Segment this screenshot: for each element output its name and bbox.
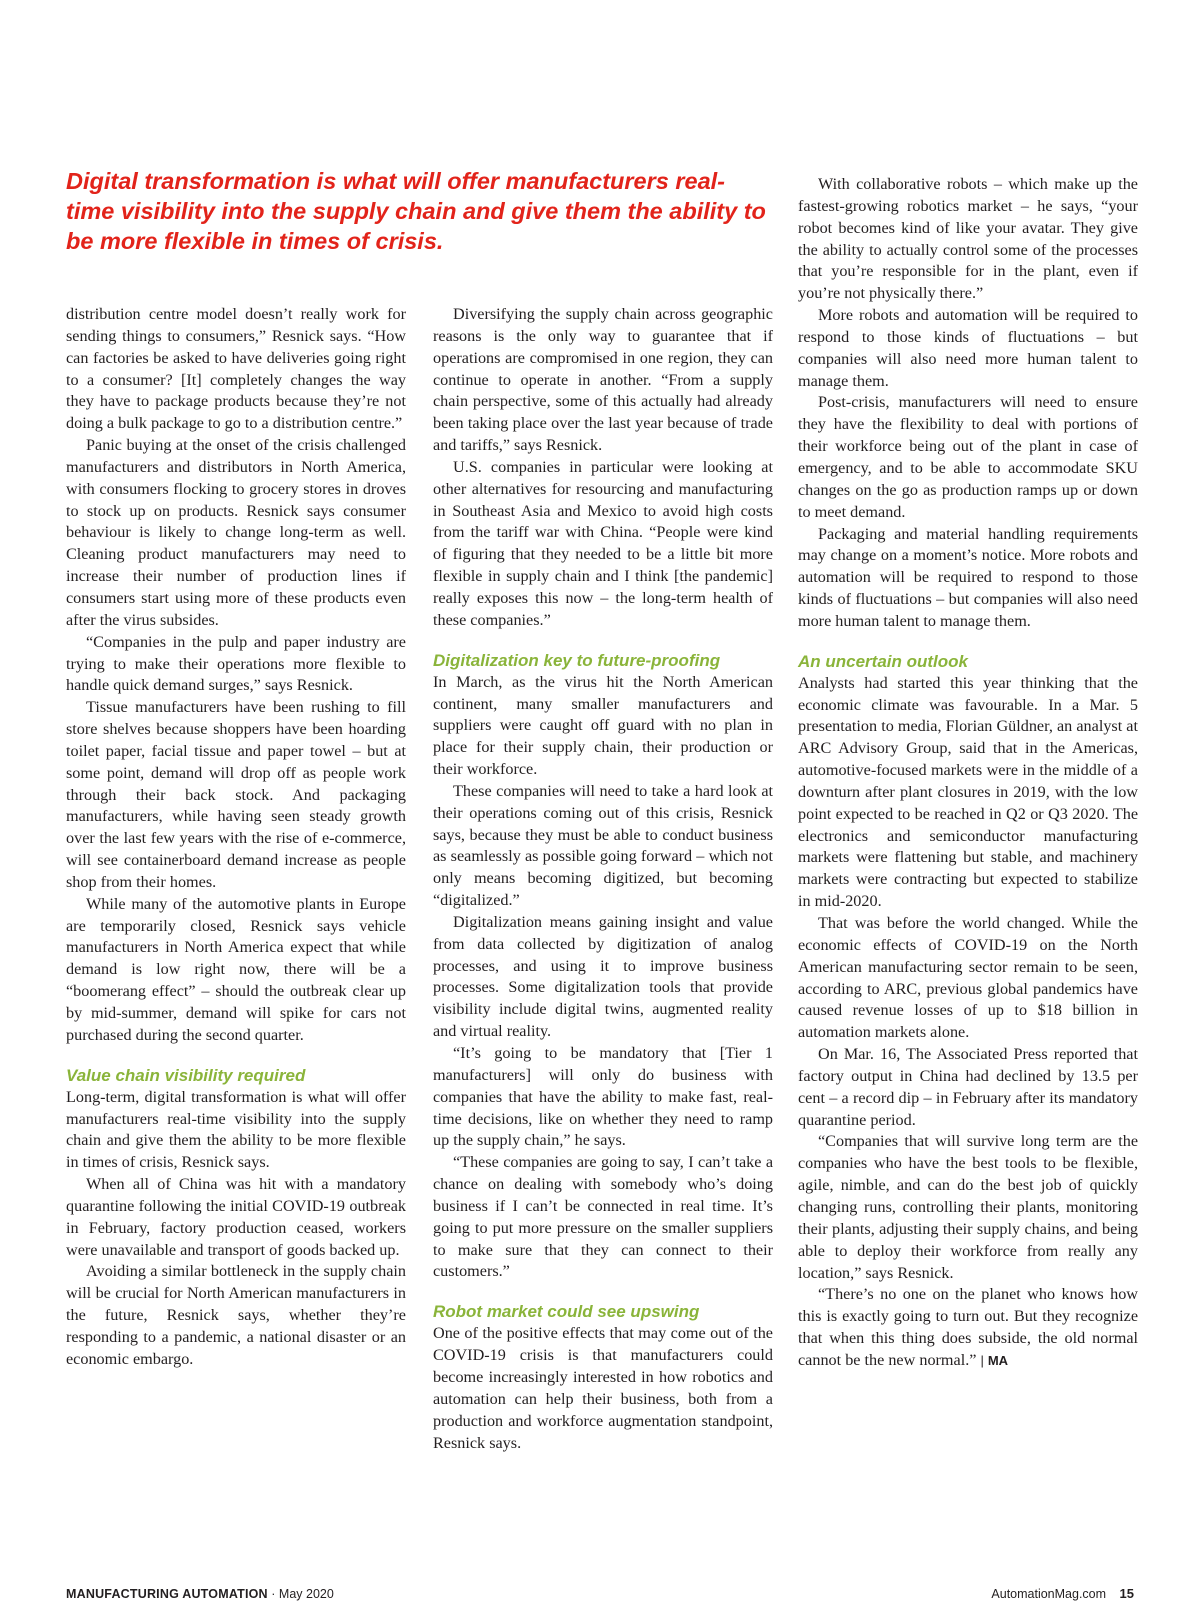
article-column-2	[433, 304, 773, 1454]
paragraph: Tissue manufacturers have been rushing to fill store shelves because shoppers have been hoarding toilet paper, facial tissue and paper towel – but at some point, demand will drop off as people work through their back stock. And packaging manufacturers, while having seen steady growth over the last few years with the rise of e-commerce, will see containerboard demand increase as people shop from their homes.	[66, 698, 406, 891]
article-column-3	[798, 174, 1138, 1372]
paragraph: Avoiding a similar bottleneck in the supply chain will be crucial for North American manufacturers in the future, Resnick says, whether they’re responding to a pandemic, a national disaster or an economic embargo.	[66, 1262, 406, 1368]
paragraph: distribution centre model doesn’t really work for sending things to consumers,” Resnick says. “How can factories be asked to have deliveries going right to a consumer? [It] completely changes the way they have to package products because they’re not doing a bulk package to go to a distribution centre.”	[66, 305, 406, 433]
article-column-1	[66, 304, 406, 1371]
paragraph: “Companies in the pulp and paper industry are trying to make their operations more flexible to handle quick demand surges,” says Resnick.	[66, 632, 406, 695]
subheading-uncertain-outlook: An uncertain outlook	[798, 651, 968, 671]
paragraph: With collaborative robots – which make up the fastest-growing robotics market – he says, “your robot becomes kind of like your avatar. They give the ability to actually control some of the processes that you’re responsible for in the plant, even if you’re not physically there.”	[798, 175, 1138, 303]
subheading-value-chain: Value chain visibility required	[66, 1065, 306, 1085]
subheading-digitalization: Digitalization key to future-proofing	[433, 650, 721, 670]
issue-date: · May 2020	[271, 1587, 334, 1601]
paragraph: “It’s going to be mandatory that [Tier 1 manufacturers] will only do business with companies that have the ability to make fast, real-time decisions, like on whether they need to ramp up the supply chain,” he says.	[433, 1044, 773, 1150]
final-paragraph-text: “There’s no one on the planet who knows how this is exactly going to turn out. But they recognize that when this thing does subside, the old normal cannot be the new normal.”	[798, 1285, 1138, 1369]
paragraph: In March, as the virus hit the North American continent, many smaller manufacturers and suppliers were caught off guard with no plan in place for their supply chain, their production or their workforce.	[433, 672, 773, 779]
paragraph: Panic buying at the onset of the crisis challenged manufacturers and distributors in North America, with consumers flocking to grocery stores in droves to stock up on products. Resnick says consumer behaviour is likely to change long-term as well. Cleaning product manufacturers may need to increase their number of production lines if consumers start using more of these products even after the virus subsides.	[66, 436, 406, 629]
paragraph: Long-term, digital transformation is what will offer manufacturers real-time visibility into the supply chain and give them the ability to be more flexible in times of crisis, Resnick says.	[66, 1087, 406, 1172]
paragraph: One of the positive effects that may come out of the COVID-19 crisis is that manufacturers could become increasingly interested in how robotics and automation can help their business, both from a production and workforce augmentation standpoint, Resnick says.	[433, 1324, 773, 1452]
paragraph: When all of China was hit with a mandatory quarantine following the initial COVID-19 outbreak in February, factory production ceased, workers were unavailable and transport of goods backed up.	[66, 1175, 406, 1259]
paragraph: Analysts had started this year thinking that the economic climate was favourable. In a Mar. 5 presentation to media, Florian Güldner, an analyst at ARC Advisory Group, said that in the Americas, automotive-focused markets were in the middle of a downturn after plant closures in 2019, with the low point expected to be reached in Q2 or Q3 2020. The electronics and semiconductor manufacturing markets were flattening but stable, and machinery markets were contracting but expected to stabilize in mid-2020.	[798, 673, 1138, 911]
publication-name: MANUFACTURING AUTOMATION	[66, 1587, 268, 1601]
paragraph-final	[798, 1284, 1138, 1371]
paragraph: Post-crisis, manufacturers will need to ensure they have the flexibility to deal with portions of their workforce being out of the plant in case of emergency, and to be able to accommodate SKU changes on the go as production ramps up or down to meet demand.	[798, 393, 1138, 521]
paragraph: Packaging and material handling requirements may change on a moment’s notice. More robots and automation will be required to respond to those kinds of fluctuations – but companies will also need more human talent to manage them.	[798, 524, 1138, 630]
subheading-robot-market: Robot market could see upswing	[433, 1302, 700, 1322]
footer-right	[991, 1586, 1134, 1601]
end-mark: | MA	[980, 1352, 1009, 1368]
paragraph: Diversifying the supply chain across geographic reasons is the only way to guarantee that if operations are compromised in one region, they can continue to operate in another. “From a supply chain perspective, some of this actually had already been taking place over the last year because of trade and tariffs,” says Resnick.	[433, 305, 773, 455]
paragraph: That was before the world changed. While the economic effects of COVID-19 on the North American manufacturing sector remain to be seen, according to ARC, previous global pandemics have caused revenue losses of up to $18 billion in automation markets alone.	[798, 914, 1138, 1042]
paragraph: On Mar. 16, The Associated Press reported that factory output in China had declined by 13.5 per cent – a record dip – in February after its mandatory quarantine period.	[798, 1045, 1138, 1129]
paragraph: “These companies are going to say, I can’t take a chance on dealing with somebody who’s doing business if I can’t be connected in real time. It’s going to put more pressure on the smaller suppliers to make sure that they can connect to their customers.”	[433, 1153, 773, 1281]
page-number: 15	[1119, 1586, 1134, 1601]
page-footer	[66, 1586, 1134, 1604]
paragraph: While many of the automotive plants in Europe are temporarily closed, Resnick says vehicle manufacturers in North America expect that while demand is low right now, there will be a “boomerang effect” – should the outbreak clear up by mid-summer, demand will spike for cars not purchased during the second quarter.	[66, 894, 406, 1044]
paragraph: “Companies that will survive long term are the companies who have the best tools to be flexible, agile, nimble, and can do the best job of quickly changing runs, controlling their plants, monitoring their plants, adjusting their supply chains, and being able to deploy their workforce from really any location,” says Resnick.	[798, 1132, 1138, 1282]
pull-quote: Digital transformation is what will offer manufacturers real-time visibility into the supply chain and give them the ability to be more flexible in times of crisis.	[66, 168, 766, 254]
paragraph: These companies will need to take a hard look at their operations coming out of this crisis, Resnick says, because they must be able to conduct business as seamlessly as possible going forward – which not only means becoming digitized, but becoming “digitalized.”	[433, 781, 773, 910]
website-url: AutomationMag.com	[991, 1587, 1107, 1601]
paragraph: Digitalization means gaining insight and value from data collected by digitization of analog processes, and using it to improve business processes. Some digitalization tools that provide visibility include digital twins, augmented reality and virtual reality.	[433, 912, 773, 1041]
paragraph: More robots and automation will be required to respond to those kinds of fluctuations – but companies will also need more human talent to manage them.	[798, 306, 1138, 390]
end-mark-label: MA	[987, 1352, 1009, 1368]
paragraph: U.S. companies in particular were looking at other alternatives for resourcing and manufacturing in Southeast Asia and Mexico to avoid high costs from the tariff war with China. “People were kind of figuring that they needed to be a little bit more flexible in supply chain and I think [the pandemic] really exposes this now – the long-term health of these companies.”	[433, 457, 773, 629]
footer-left	[66, 1587, 334, 1601]
